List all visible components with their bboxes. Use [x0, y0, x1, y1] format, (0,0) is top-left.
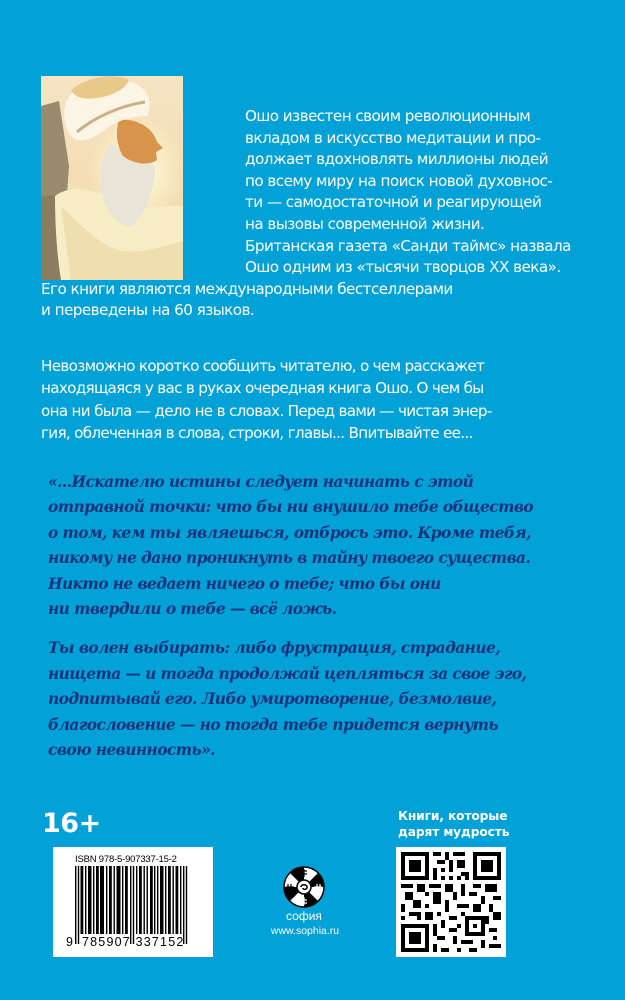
publisher-url[interactable]: www.sophia.ru	[270, 925, 340, 937]
quote-line: благословение — но тогда тебе придется вернуть	[48, 715, 498, 734]
bio-line: должает вдохновлять миллионы людей	[245, 150, 549, 169]
publisher-name: софия	[286, 909, 322, 923]
bio-line: и переведены на 60 языков.	[41, 301, 255, 320]
intro-line: Невозможно коротко сообщить читателю, о чем расскажет	[41, 357, 485, 375]
quote-line: подпитывай его. Либо умиротворение, безмолвие,	[48, 690, 497, 709]
intro-line: находящаяся у вас в руках очередная книга Ошо. О чем бы	[41, 379, 484, 398]
author-bio	[41, 106, 601, 322]
quote-line: «...Искателю истины следует начинать с этой	[48, 473, 474, 491]
quote-line: нищета — и тогда продолжай цепляться за свое эго,	[48, 664, 527, 683]
qr-code[interactable]	[396, 847, 506, 957]
bio-line: по всему миру на поиск новой духовнос-	[245, 171, 553, 190]
slogan-line: Книги, которые	[398, 809, 508, 823]
quote-line: свою невинность».	[48, 740, 215, 759]
bio-line: вкладом в искусство медитации и про-	[245, 128, 541, 147]
isbn-label: ISBN 978-5-907337-15-2	[75, 854, 177, 865]
bio-line: на вызовы современной жизни.	[245, 214, 485, 233]
quote-line: о том, кем ты являешься, отбрось это. Кроме тебя,	[48, 523, 531, 542]
isbn-barcode	[53, 847, 213, 957]
quote-paragraph-2	[48, 636, 608, 763]
intro-line: она ни была — дело не в словах. Перед вами — чистая энер-	[41, 401, 492, 420]
qr-code-icon	[401, 852, 501, 952]
bio-line: Ошо одним из «тысячи творцов XX века».	[245, 258, 561, 277]
quote-line: Ты волен выбирать: либо фрустрация, страдание,	[48, 639, 501, 658]
barcode-digits: 785907 337152	[82, 935, 185, 949]
quote-paragraph-1	[48, 470, 608, 622]
bio-line: Британская газета «Санди таймс» назвала	[245, 236, 571, 255]
quote-line: ни твердили о тебе — всё ложь.	[48, 599, 337, 618]
publisher-slogan	[398, 808, 558, 840]
bio-line: ти — самодостаточной и реагирующей	[245, 193, 542, 212]
sophia-logo-icon	[276, 866, 332, 908]
publisher-logo	[272, 866, 352, 956]
quote-line: отправной точки: что бы ни внушило тебе общество	[48, 498, 534, 517]
bio-line: Его книги являются международными бестселлерами	[41, 279, 453, 298]
slogan-line: дарят мудрость	[398, 825, 510, 839]
bio-line: Ошо известен своим революционным	[245, 107, 531, 125]
intro-line: гия, облеченная в слова, строки, главы... Впитывайте ее...	[41, 424, 473, 443]
book-quote	[48, 470, 608, 763]
age-rating: 16+	[42, 808, 101, 839]
quote-line: никому не дано проникнуть в тайну твоего существа.	[48, 549, 531, 568]
quote-line: Никто не ведает ничего о тебе; что бы они	[48, 574, 441, 593]
book-intro	[41, 355, 601, 445]
barcode-first-digit: 9	[66, 935, 73, 949]
barcode-icon	[75, 866, 193, 946]
